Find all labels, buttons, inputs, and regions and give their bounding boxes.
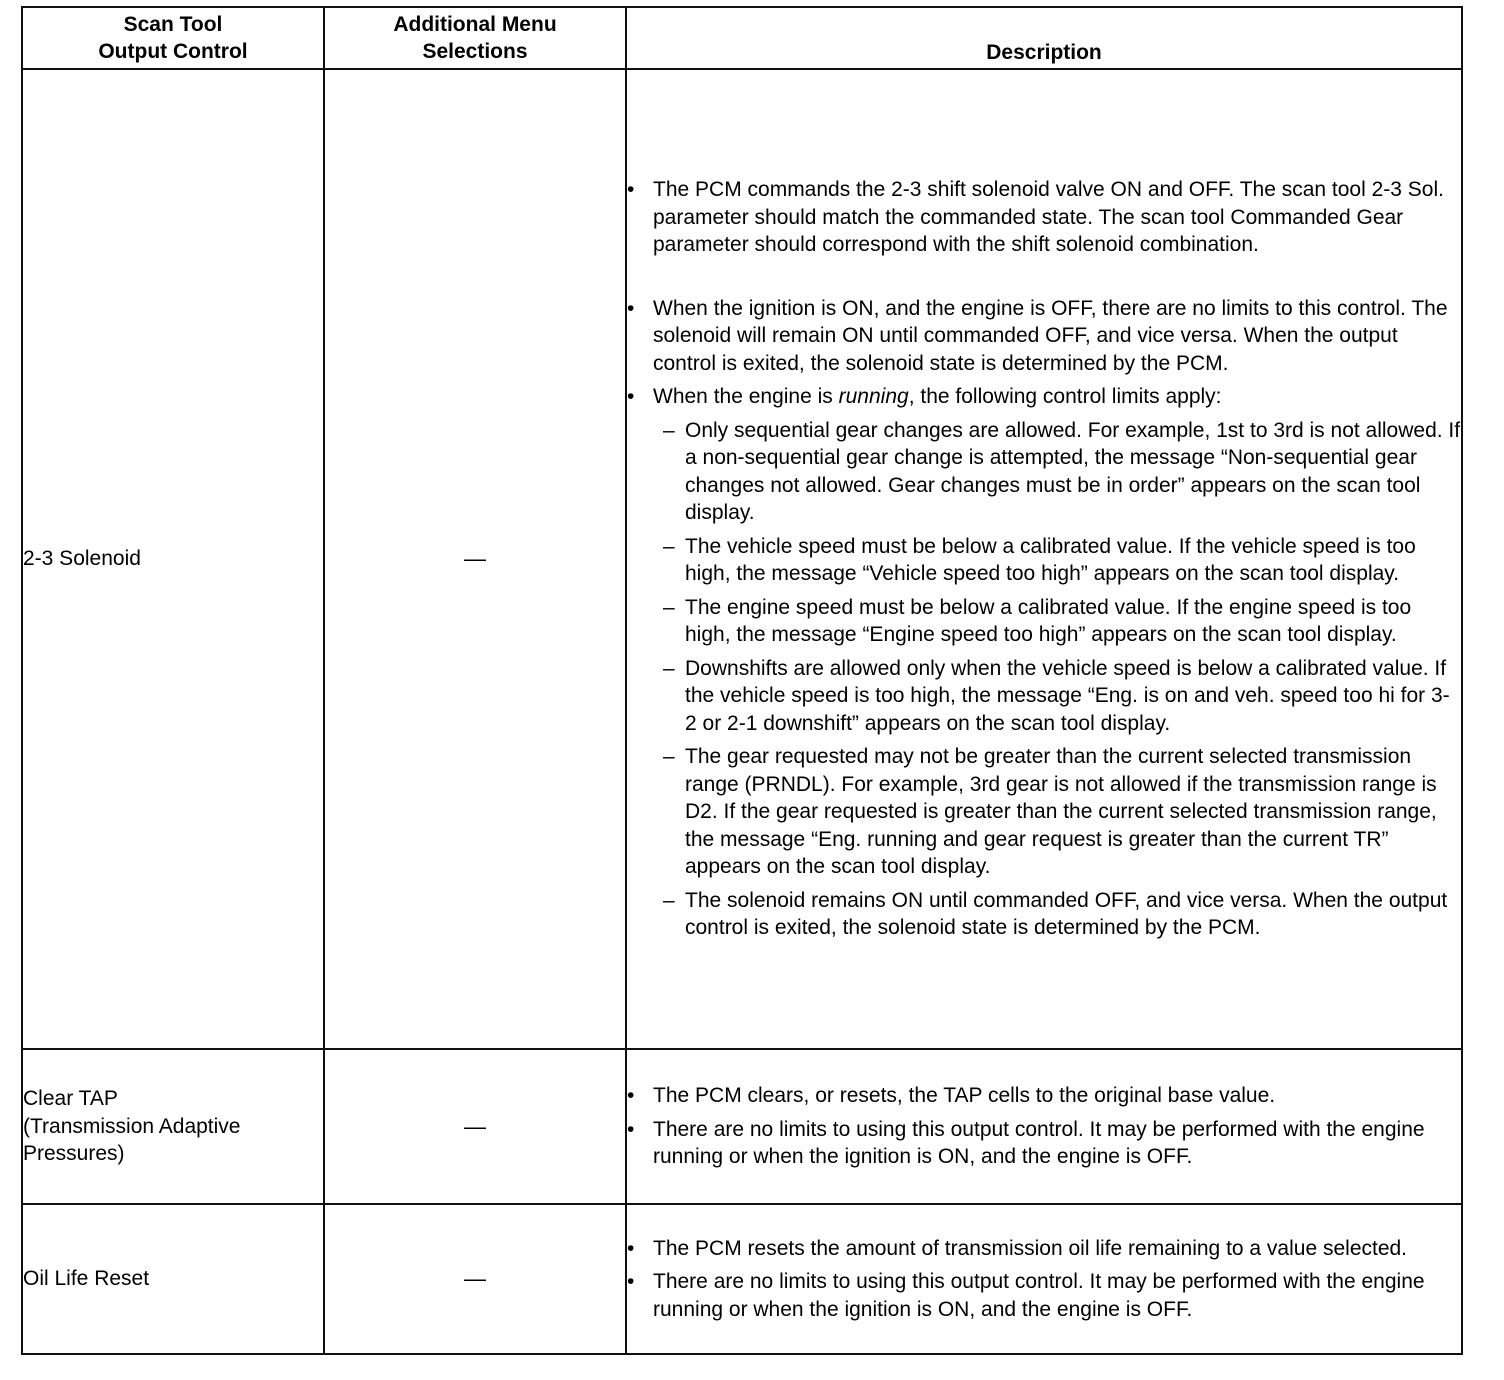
- bullet-item: [627, 383, 1461, 942]
- output-control-name: [22, 1204, 324, 1354]
- name-line: Clear TAP: [23, 1087, 118, 1111]
- bullet-list: [627, 176, 1461, 942]
- sub-item: – Downshifts are allowed only when the vehicle speed is below a calibrated value. If the vehicle speed is too high, the message “Eng. is on and veh. speed too hi for 3-2 or 2-1 downshift” appears on the scan tool display.: [653, 655, 1461, 738]
- header-col2-line1: Additional Menu: [393, 13, 557, 36]
- header-col1-line1: Scan Tool: [123, 13, 223, 36]
- bullet-list: [627, 1082, 1461, 1171]
- output-control-table: [21, 6, 1463, 1355]
- header-scan-tool-output-control: [22, 7, 324, 69]
- bullet-emphasis: running: [838, 385, 909, 409]
- bullet-item: • There are no limits to using this output control. It may be performed with the engine running or when the ignition is ON, and the engine is OFF.: [627, 1116, 1461, 1171]
- header-row: [22, 7, 1462, 69]
- output-control-name: [22, 69, 324, 1049]
- bullet-text-part: When the engine is: [653, 385, 839, 409]
- menu-selection-cell: —: [324, 1204, 626, 1354]
- output-control-name: [22, 1049, 324, 1204]
- sub-item: – Only sequential gear changes are allowed. For example, 1st to 3rd is not allowed. If a non-sequential gear change is attempted, the message “Non-sequential gear changes not allowed. Gear changes must be in order” appears on the scan tool display.: [653, 417, 1461, 527]
- table-row: [22, 69, 1462, 1049]
- bullet-text-part: , the following control limits apply:: [908, 385, 1222, 409]
- bullet-list: [627, 1235, 1461, 1324]
- menu-selection-cell: —: [324, 69, 626, 1049]
- bullet-item: • The PCM commands the 2-3 shift solenoid valve ON and OFF. The scan tool 2-3 Sol. parameter should match the commanded state. The scan tool Commanded Gear parameter should correspond with the shift solenoid combination.: [627, 176, 1461, 259]
- name-line: (Transmission Adaptive: [23, 1114, 241, 1138]
- header-additional-menu-selections: [324, 7, 626, 69]
- sub-item: – The vehicle speed must be below a calibrated value. If the vehicle speed is too high, the message “Vehicle speed too high” appears on the scan tool display.: [653, 533, 1461, 588]
- sub-item: – The engine speed must be below a calibrated value. If the engine speed is too high, the message “Engine speed too high” appears on the scan tool display.: [653, 594, 1461, 649]
- table-row: [22, 1204, 1462, 1354]
- sub-item: – The gear requested may not be greater than the current selected transmission range (PRNDL). For example, 3rd gear is not allowed if the transmission range is D2. If the gear requested is greater than the current selected transmission range, the message “Eng. running and gear request is greater than the current TR” appears on the scan tool display.: [653, 743, 1461, 881]
- header-col3-label: Description: [986, 41, 1102, 64]
- bullet-item: • The PCM clears, or resets, the TAP cells to the original base value.: [627, 1082, 1461, 1110]
- description-cell: [626, 1204, 1462, 1354]
- bullet-item: • There are no limits to using this output control. It may be performed with the engine running or when the ignition is ON, and the engine is OFF.: [627, 1268, 1461, 1323]
- name-line: Oil Life Reset: [23, 1267, 150, 1291]
- description-cell: [626, 1049, 1462, 1204]
- header-col1-line2: Output Control: [98, 40, 248, 63]
- name-line: 2-3 Solenoid: [23, 547, 141, 571]
- sub-item: – The solenoid remains ON until commanded OFF, and vice versa. When the output control is exited, the solenoid state is determined by the PCM.: [653, 887, 1461, 942]
- menu-selection-cell: —: [324, 1049, 626, 1204]
- bullet-item: • When the ignition is ON, and the engine is OFF, there are no limits to this control. The solenoid will remain ON until commanded OFF, and vice versa. When the output control is exited, the solenoid state is determined by the PCM.: [627, 295, 1461, 378]
- description-cell: [626, 69, 1462, 1049]
- bullet-item: • The PCM resets the amount of transmission oil life remaining to a value selected.: [627, 1235, 1461, 1263]
- header-col2-line2: Selections: [422, 40, 528, 63]
- sub-list: [653, 417, 1461, 942]
- name-line: Pressures): [23, 1142, 125, 1166]
- table-row: [22, 1049, 1462, 1204]
- header-description: [626, 7, 1462, 69]
